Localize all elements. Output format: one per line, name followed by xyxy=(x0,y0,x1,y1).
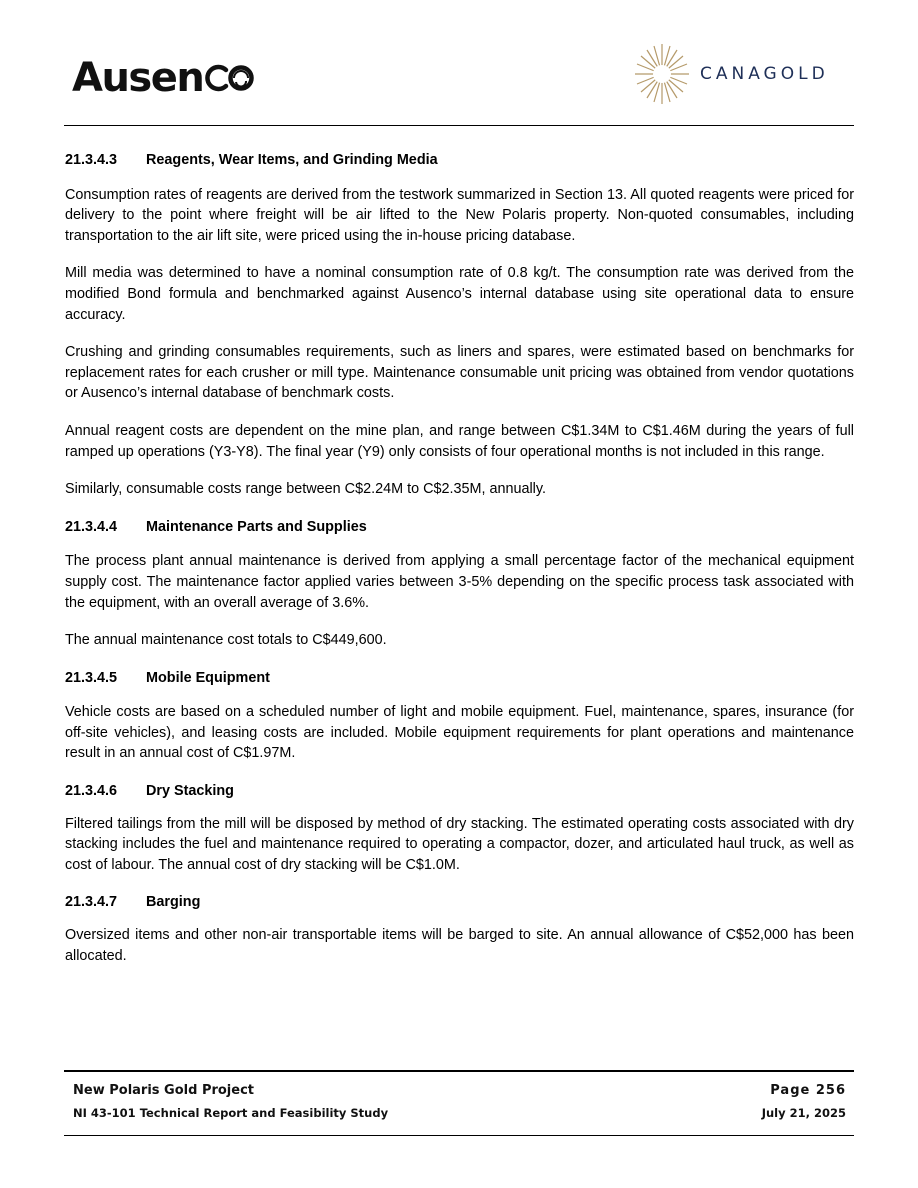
paragraph: Crushing and grinding consumables requirements, such as liners and spares, were estimated based on benchmarks for replacement rates for each crusher or mill type. Maintenance consumable unit pricing was obtained from vendor quotations or Ausenco’s internal database of benchmark costs. xyxy=(65,344,854,402)
section-heading xyxy=(65,781,854,802)
canagold-sunburst-icon xyxy=(632,42,692,106)
document-body xyxy=(65,150,854,983)
footer-report-title: NI 43-101 Technical Report and Feasibility Study xyxy=(73,1106,389,1120)
section-title: Reagents, Wear Items, and Grinding Media xyxy=(146,152,438,168)
paragraph: The annual maintenance cost totals to C$449,600. xyxy=(65,632,387,649)
paragraph: Filtered tailings from the mill will be disposed by method of dry stacking. The estimated operating costs associated with dry stacking includes the fuel and maintenance required to operating a compactor, dozer, and articulated haul truck, as well as cost of labour. The annual cost of dry stacking will be C$1.0M. xyxy=(65,815,854,873)
section-title: Maintenance Parts and Supplies xyxy=(146,518,367,535)
paragraph: The process plant annual maintenance is derived from applying a small percentage factor of the mechanical equipment supply cost. The maintenance factor applied varies between 3-5% depending on the specific process task associated with the equipment, with an overall average of 3.6%. xyxy=(65,553,854,611)
paragraph: Oversized items and other non-air transportable items will be barged to site. An annual allowance of C$52,000 has been allocated. xyxy=(65,927,854,964)
section-heading xyxy=(65,668,854,689)
page-footer xyxy=(73,1083,846,1120)
paragraph: Annual reagent costs are dependent on the mine plan, and range between C$1.34M to C$1.46M during the years of full ramped up operations (Y3-Y8). The final year (Y9) only consists of four operational months is not included in this range. xyxy=(65,422,854,460)
canagold-logo-text: CANAGOLD xyxy=(700,64,829,84)
paragraph: Mill media was determined to have a nominal consumption rate of 0.8 kg/t. The consumption rate was derived from the modified Bond formula and benchmarked against Ausenco’s internal database using site operational data to ensure accuracy. xyxy=(65,265,854,323)
footer-project-name: New Polaris Gold Project xyxy=(73,1083,255,1098)
section-number: 21.3.4.4 xyxy=(65,518,118,535)
section-number: 21.3.4.6 xyxy=(65,783,118,800)
section-number: 21.3.4.5 xyxy=(65,669,118,686)
section-title: Barging xyxy=(146,894,201,911)
footer-page-number: Page 256 xyxy=(770,1083,846,1098)
section-heading xyxy=(65,150,854,171)
section-heading xyxy=(65,517,854,538)
header-divider xyxy=(64,125,854,126)
ausenco-co-swirl-icon xyxy=(204,61,256,95)
section-title: Mobile Equipment xyxy=(146,669,270,686)
ausenco-logo-text: Ausen xyxy=(72,55,204,101)
section-number: 21.3.4.7 xyxy=(65,894,118,911)
paragraph: Vehicle costs are based on a scheduled number of light and mobile equipment. Fuel, maintenance, spares, insurance (for off-site vehicles), and leasing costs are included. Mobile equipment requirements for plant operations and maintenance result in an annual cost of C$1.97M. xyxy=(65,704,854,762)
section-heading xyxy=(65,892,854,913)
section-title: Dry Stacking xyxy=(146,783,234,800)
canagold-logo xyxy=(632,42,847,106)
footer-divider-top xyxy=(64,1070,854,1072)
ausenco-logo xyxy=(72,55,256,101)
paragraph: Similarly, consumable costs range between C$2.24M to C$2.35M, annually. xyxy=(65,481,546,498)
paragraph: Consumption rates of reagents are derived from the testwork summarized in Section 13. All quoted reagents were priced for delivery to the point where freight will be air lifted to the New Polaris property. Non-quoted consumables, including transportation to the air lift site, were priced using the in-house pricing database. xyxy=(65,186,854,244)
section-number: 21.3.4.3 xyxy=(65,152,118,168)
footer-divider-bottom xyxy=(64,1135,854,1136)
footer-date: July 21, 2025 xyxy=(761,1106,846,1120)
